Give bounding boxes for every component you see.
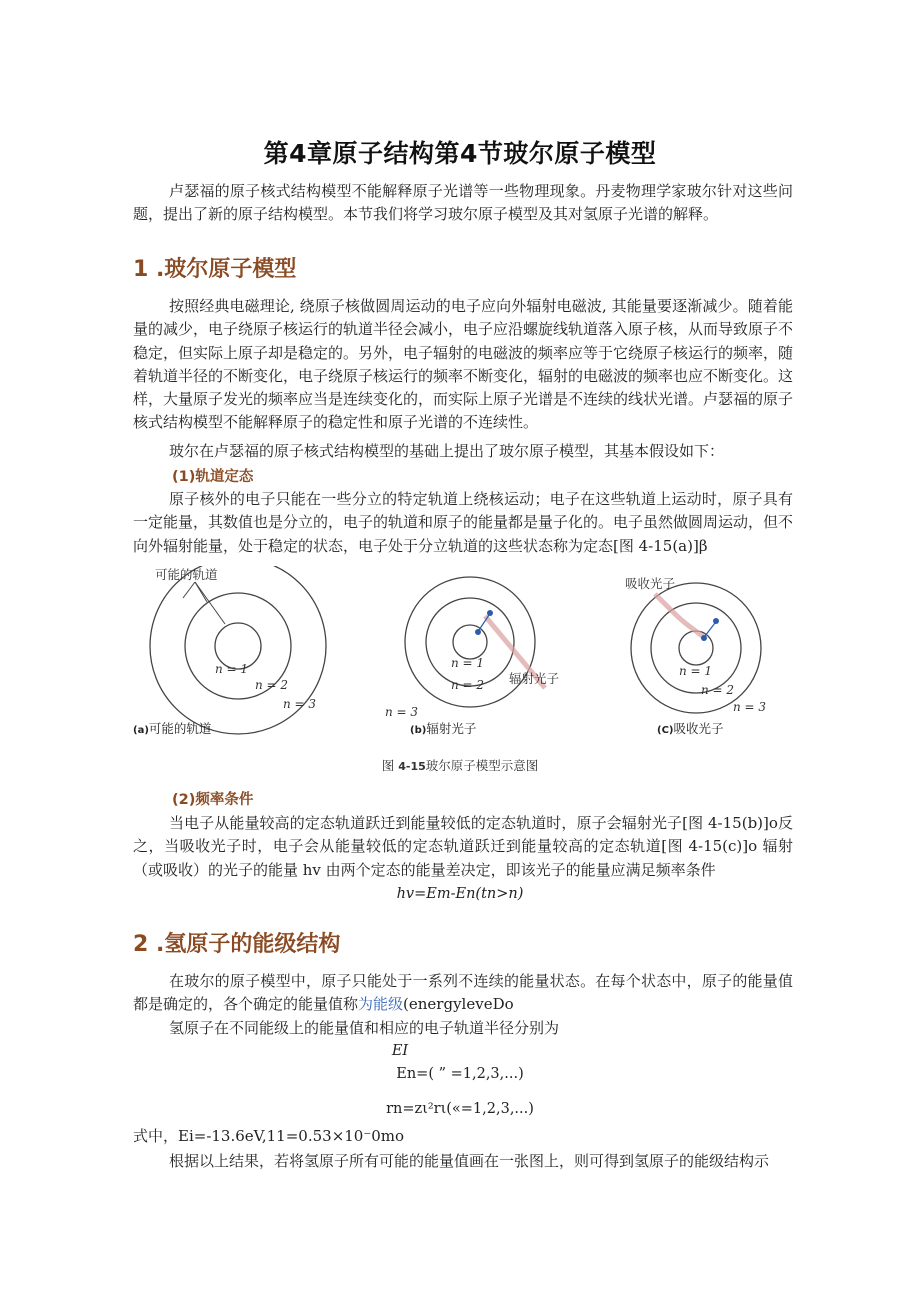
- label-b-n1: n = 1: [451, 656, 485, 670]
- subcaption-a: (a)可能的轨道: [133, 721, 212, 736]
- page-title: 第4章原子结构第4节玻尔原子模型: [263, 139, 657, 168]
- energy-equation: En=( ” =1,2,3,...): [396, 1066, 524, 1082]
- label-a-n3: n = 3: [283, 697, 317, 711]
- label-possible-orbits: 可能的轨道: [155, 567, 218, 582]
- label-b-n2: n = 2: [451, 678, 485, 692]
- subcaption-c: (C)吸收光子: [657, 721, 724, 736]
- pointer-line-1: [195, 582, 225, 624]
- label-a-n1: n = 1: [215, 662, 249, 676]
- subheading-orbit-states: (1)轨道定态: [172, 469, 254, 485]
- radius-equation: rn=zι²rι(«=1,2,3,...): [386, 1101, 534, 1117]
- label-c-n2: n = 2: [701, 683, 735, 697]
- figure-caption: 图 4-15玻尔原子模型示意图: [381, 758, 539, 773]
- orbit-c-2: [651, 603, 741, 693]
- pointer-line-2: [195, 582, 207, 602]
- panel-b: [385, 577, 559, 719]
- section-1-paragraph-2: 玻尔在卢瑟福的原子核式结构模型的基础上提出了玻尔原子模型，其基本假设如下：: [169, 442, 725, 460]
- section-2-paragraph-3: 式中，Ei=-13.6eV,11=0.53×10⁻0mo: [133, 1127, 405, 1145]
- electron-b-high: [487, 610, 493, 616]
- section-2-heading: 2 .氢原子的能级结构: [133, 932, 341, 957]
- orbit-c-1: [679, 631, 713, 665]
- intro-paragraph: 卢瑟福的原子核式结构模型不能解释原子光谱等一些物理现象。丹麦物理学家玻尔针对这些问题，提出了新的原子结构模型。本节我们将学习玻尔原子模型及其对氢原子光谱的解释。: [133, 182, 793, 224]
- label-c-n3: n = 3: [733, 700, 767, 714]
- energy-equation-numerator: EI: [391, 1043, 409, 1059]
- pointer-line-3: [183, 582, 195, 598]
- label-a-n2: n = 2: [255, 678, 289, 692]
- section-2-paragraph-1: 在玻尔的原子模型中，原子只能处于一系列不连续的能量状态。在每个状态中，原子的能量值都是确定的，各个确定的能量值称为能级(energyleveDo: [133, 972, 793, 1014]
- section-1-paragraph-4: 当电子从能量较高的定态轨道跃迁到能量较低的定态轨道时，原子会辐射光子[图 4-15(b)]o反之，当吸收光子时，电子会从能量较低的定态轨道跃迁到能量较高的定态轨道[图 4-15(c)]o 辐射（或吸收）的光子的能量 hv 由两个定态的能量差决定，即该光子的能量应满足频率条件: [133, 814, 793, 879]
- transition-arrow-c: [705, 623, 715, 636]
- frequency-equation: hv=Em-En(tn>n): [396, 886, 524, 902]
- panel-a: [150, 566, 326, 734]
- section-1-paragraph-1: 按照经典电磁理论, 绕原子核做圆周运动的电子应向外辐射电磁波, 其能量要逐渐减少。随着能量的减少，电子绕原子核运行的轨道半径会减小，电子应沿螺旋线轨道落入原子核，从而导致原子不稳定，但实际上原子却是稳定的。另外，电子辐射的电磁波的频率应等于它绕原子核运行的频率，随着轨道半径的不断变化，电子绕原子核运行的频率不断变化，辐射的电磁波的频率也应不断变化。这样，大量原子发光的频率应当是连续变化的，而实际上原子光谱是不连续的线状光谱。卢瑟福的原子核式结构模型不能解释原子的稳定性和原子光谱的不连续性。: [133, 297, 794, 432]
- panel-c: [625, 576, 766, 714]
- section-1-heading: 1 .玻尔原子模型: [133, 257, 297, 282]
- absorbed-photon-wave: [655, 594, 705, 638]
- subheading-frequency-condition: (2)频率条件: [172, 792, 254, 808]
- electron-c-high: [713, 618, 719, 624]
- orbit-b-2: [426, 598, 514, 686]
- label-emit-photon: 辐射光子: [509, 671, 560, 686]
- energy-level-link[interactable]: 为能级: [358, 995, 404, 1014]
- label-b-n3: n = 3: [385, 705, 419, 719]
- label-c-n1: n = 1: [679, 664, 713, 678]
- section-1-paragraph-3: 原子核外的电子只能在一些分立的特定轨道上绕核运动；电子在这些轨道上运动时，原子具有一定能量，其数值也是分立的，电子的轨道和原子的能量都是量子化的。电子虽然做圆周运动，但不向外辐射能量，处于稳定的状态，电子处于分立轨道的这些状态称为定态[图 4-15(a)]β: [133, 490, 794, 555]
- orbit-b-1: [453, 625, 487, 659]
- section-2-paragraph-4: 根据以上结果，若将氢原子所有可能的能量值画在一张图上，则可得到氢原子的能级结构示: [169, 1152, 770, 1170]
- electron-c-low: [701, 635, 707, 641]
- subcaption-b: (b)辐射光子: [410, 721, 477, 736]
- electron-b-low: [475, 629, 481, 635]
- section-2-paragraph-2: 氢原子在不同能级上的能量值和相应的电子轨道半径分别为: [169, 1019, 560, 1037]
- label-absorb-photon: 吸收光子: [625, 576, 676, 591]
